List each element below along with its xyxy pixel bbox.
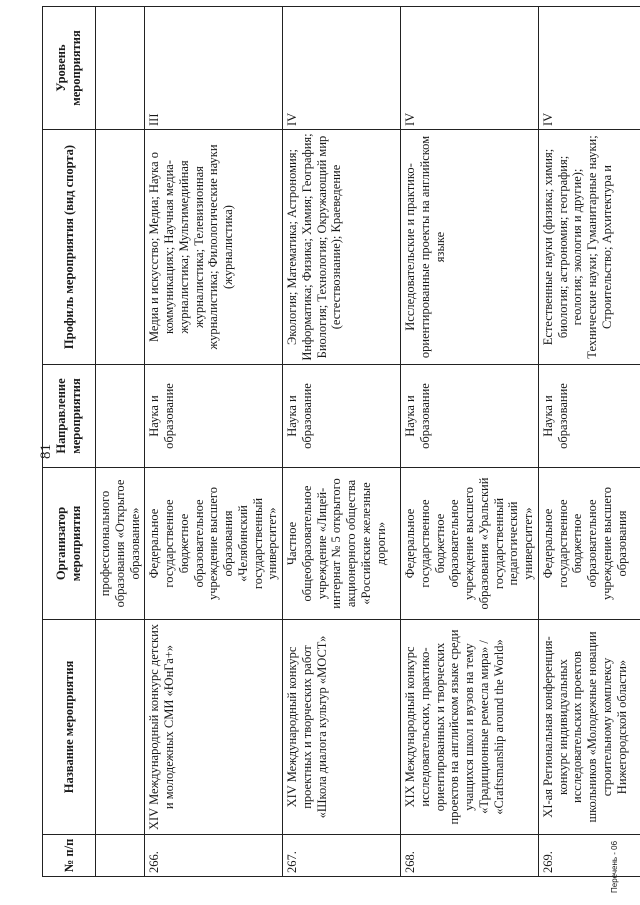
cell-organizer: Федеральное государственное бюджетное образовательное учреждение высшего образования <box>538 468 640 620</box>
table-row <box>401 7 539 877</box>
cell-num: 269. <box>538 835 640 877</box>
cell-num: 267. <box>283 835 401 877</box>
cell-organizer: Частное общеобразовательное учреждение «Лицей-интернат № 5 открытого акционерного общества «Российские железные дороги» <box>283 468 401 620</box>
cell-profile: Медиа и искусство; Медиа; Наука о коммуникациях; Научная медиа-журналистика; Мультимедийная журналистика; Телевизионная журналистика; Филологические науки (журналистика) <box>145 130 283 365</box>
header-direction: Направление мероприятия <box>43 365 96 468</box>
header-profile: Профиль мероприятия (вид спорта) <box>43 130 96 365</box>
header-num: № п/п <box>43 835 96 877</box>
page-number: 81 <box>38 444 54 459</box>
cell-level: III <box>145 7 283 130</box>
table-row <box>145 7 283 877</box>
cell-name: XIX Международный конкурс исследовательских, практико-ориентированных и творческих проектов на английском языке среди учащихся школ и вузов на тему «Традиционные ремесла мира» / «Craftsmanship around the World» <box>401 620 539 835</box>
header-name: Название мероприятия <box>43 620 96 835</box>
footer-label: Перечень - 06 <box>610 840 619 893</box>
cell-level: IV <box>538 7 640 130</box>
cell-num <box>96 835 145 877</box>
header-organizer: Организатор мероприятия <box>43 468 96 620</box>
cell-direction: Наука и образование <box>283 365 401 468</box>
cell-profile: Исследовательские и практико-ориентированные проекты на английском языке <box>401 130 539 365</box>
cell-num: 268. <box>401 835 539 877</box>
cell-direction: Наука и образование <box>145 365 283 468</box>
cell-level: IV <box>283 7 401 130</box>
cell-num: 266. <box>145 835 283 877</box>
cell-level <box>96 7 145 130</box>
cell-direction: Наука и образование <box>401 365 539 468</box>
cell-name: XI-ая Региональная конференция-конкурс индивидуальных исследовательских проектов школьников «Молодежные новации строительному комплексу Нижегородской области» <box>538 620 640 835</box>
cell-direction: Наука и образование <box>538 365 640 468</box>
cell-level: IV <box>401 7 539 130</box>
cell-profile: Экология; Математика; Астрономия; Информатика; Физика; Химия; География; Биология; Технология; Окружающий мир (естествознание); Краеведение <box>283 130 401 365</box>
cell-profile: Естественные науки (физика; химия; биология; астрономия; география; геология; экология и другие); Технические науки; Гуманитарные науки; Строительство; Архитектура и <box>538 130 640 365</box>
cell-organizer: Федеральное государственное бюджетное образовательное учреждение высшего образования «Уральский государственный педагогический университет» <box>401 468 539 620</box>
cell-profile <box>96 130 145 365</box>
cell-direction <box>96 365 145 468</box>
cell-organizer: Федеральное государственное бюджетное образовательное учреждение высшего образования «Челябинский государственный университет» <box>145 468 283 620</box>
events-table <box>42 6 640 877</box>
cell-name: XIV Международный конкурс детских и молодежных СМИ «ЮнГа+» <box>145 620 283 835</box>
header-level: Уровень мероприятия <box>43 7 96 130</box>
cell-name <box>96 620 145 835</box>
table-row-continuation <box>96 7 145 877</box>
cell-organizer: профессионального образования «Открытое образование» <box>96 468 145 620</box>
table-row <box>283 7 401 877</box>
table-row <box>538 7 640 877</box>
cell-name: XIV Международный конкурс проектных и творческих работ «Школа диалога культур «МОСТ» <box>283 620 401 835</box>
table-header-row <box>43 7 96 877</box>
